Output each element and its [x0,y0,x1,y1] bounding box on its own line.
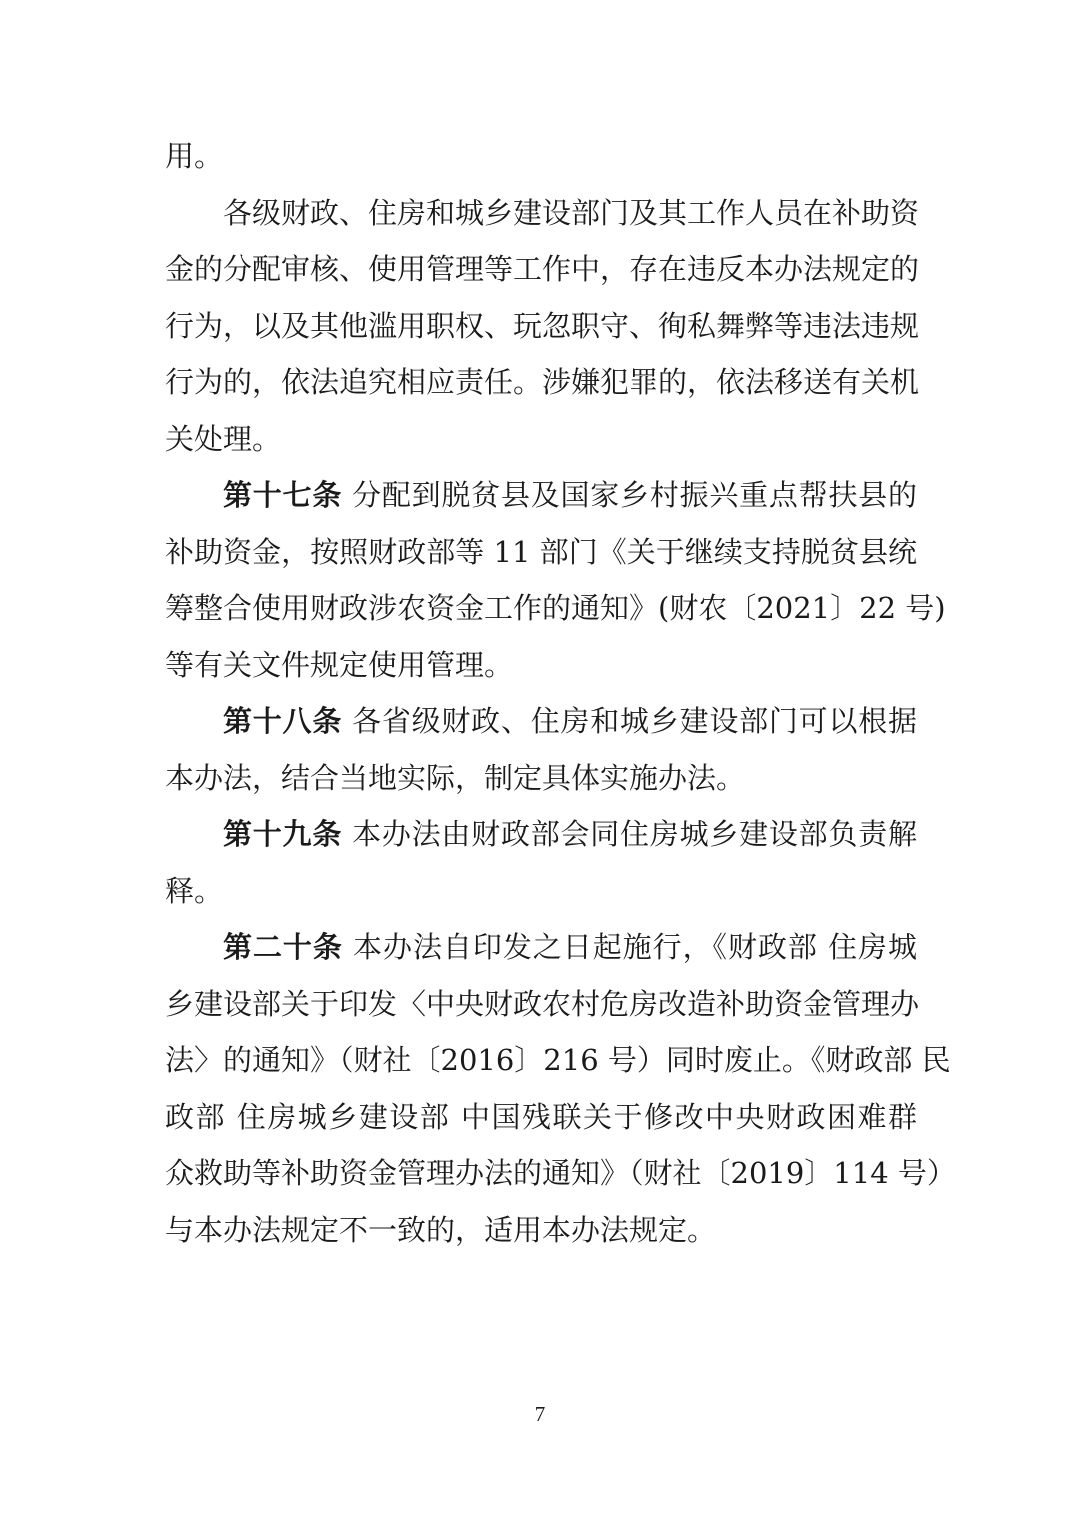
text-line: 等有关文件规定使用管理。 [165,647,514,682]
text-line: 乡建设部关于印发〈中央财政农村危房改造补助资金管理办 [165,986,920,1021]
document-body [165,128,956,1258]
text-line: 筹整合使用财政涉农资金工作的通知》(财农〔2021〕22 号) [165,591,946,625]
article-heading: 第二十条 [223,930,343,964]
text-line: 法〉的通知》（财社〔2016〕216 号）同时废止。《财政部 民 [165,1043,951,1077]
article-18-first-line [165,693,917,750]
text-line: 政部 住房城乡建设部 中国残联关于修改中央财政困难群 [165,1099,917,1134]
text-line: 用。 [165,139,224,173]
article-19-first-line [165,806,917,863]
text-line: 各级财政、住房和城乡建设部门及其工作人员在补助资 [223,195,920,230]
text-line: 本办法由财政部会同住房城乡建设部负责解 [352,817,917,851]
article-heading: 第十九条 [223,817,343,851]
text-line: 关处理。 [165,421,282,456]
text-line: 众救助等补助资金管理办法的通知》（财社〔2019〕114 号） [165,1156,956,1190]
page-number: 7 [534,1402,546,1426]
text-line: 行为的，依法追究相应责任。涉嫌犯罪的，依法移送有关机 [165,365,920,399]
article-17-first-line [165,467,917,524]
text-line: 各省级财政、住房和城乡建设部门可以根据 [352,704,917,738]
text-line: 行为，以及其他滥用职权、玩忽职守、徇私舞弊等违法违规 [165,308,920,343]
text-line: 本办法，结合当地实际，制定具体实施办法。 [165,760,746,795]
article-heading: 第十七条 [223,478,343,512]
text-line: 释。 [165,873,224,908]
text-line: 本办法自印发之日起施行，《财政部 住房城 [353,930,917,964]
text-line: 补助资金，按照财政部等 11 部门《关于继续支持脱贫县统 [165,534,917,569]
article-20-first-line [165,919,917,976]
article-heading: 第十八条 [223,704,343,738]
text-line: 金的分配审核、使用管理等工作中，存在违反本办法规定的 [165,252,920,286]
text-line: 分配到脱贫县及国家乡村振兴重点帮扶县的 [352,478,917,512]
text-line: 与本办法规定不一致的，适用本办法规定。 [165,1212,717,1247]
